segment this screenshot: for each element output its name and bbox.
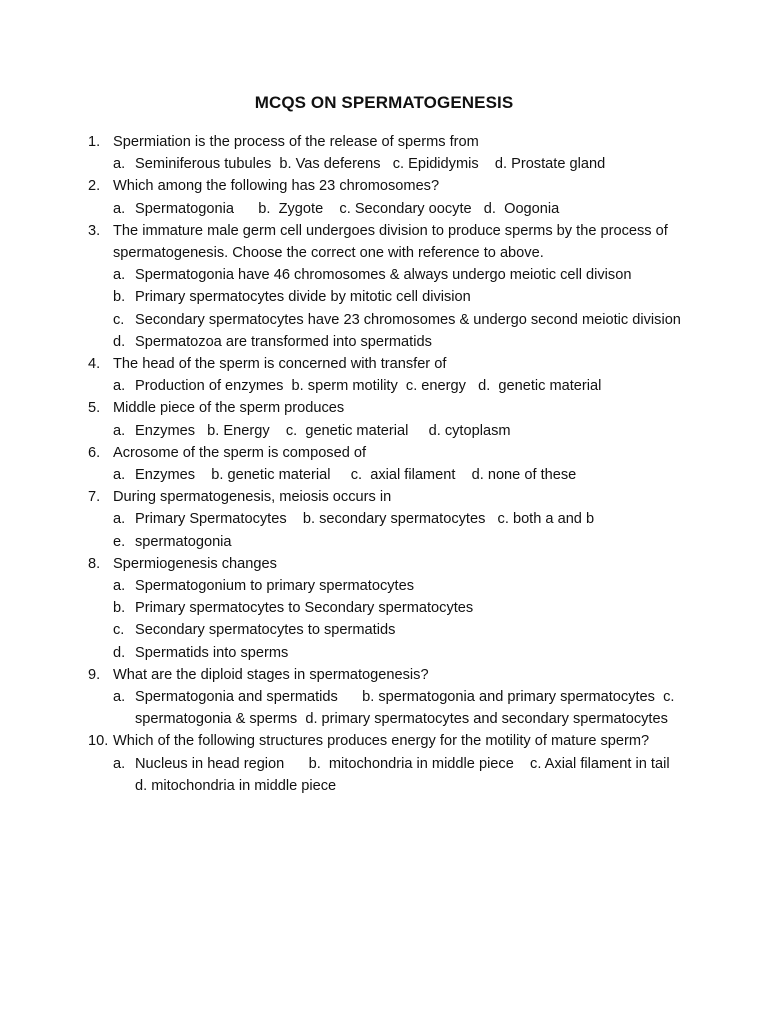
option xyxy=(88,198,688,220)
option-letter: b. xyxy=(113,600,126,617)
option xyxy=(88,375,688,397)
option xyxy=(88,686,688,730)
question-number: 8. xyxy=(88,555,101,572)
option-letter: d. xyxy=(113,333,126,350)
option xyxy=(88,508,688,530)
option-text: Secondary spermatocytes have 23 chromosomes & undergo second meiotic division xyxy=(135,311,681,328)
option-text: Primary spermatocytes to Secondary spermatocytes xyxy=(135,600,474,617)
question-number: 6. xyxy=(88,444,101,461)
option xyxy=(88,264,688,286)
question-text: The head of the sperm is concerned with transfer of xyxy=(113,356,447,373)
option-letter: b. xyxy=(113,289,126,306)
option-text: Production of enzymes b. sperm motility c. energy d. genetic material xyxy=(135,378,602,395)
option-letter: a. xyxy=(113,156,126,173)
option xyxy=(88,464,688,486)
question-number: 1. xyxy=(88,134,101,150)
question-text: Middle piece of the sperm produces xyxy=(113,400,345,417)
option-text: Primary spermatocytes divide by mitotic cell division xyxy=(135,289,471,306)
option-letter: d. xyxy=(113,644,126,661)
question-text: Spermiogenesis changes xyxy=(113,555,277,572)
question-text: Which among the following has 23 chromosomes? xyxy=(113,178,440,195)
question-text: Spermiation is the process of the release of sperms from xyxy=(113,134,479,150)
question-text: What are the diploid stages in spermatogenesis? xyxy=(113,666,429,683)
option-text: Nucleus in head region b. mitochondria in middle piece c. Axial filament in tail d. mitochondria in middle piece xyxy=(135,755,711,794)
question-number: 4. xyxy=(88,356,101,373)
option-letter: c. xyxy=(113,311,125,328)
option-letter: a. xyxy=(113,467,126,484)
question-text: During spermatogenesis, meiosis occurs in xyxy=(113,489,392,506)
question-2 xyxy=(88,175,688,197)
question-number: 3. xyxy=(88,222,101,239)
option xyxy=(88,153,688,175)
option-letter: a. xyxy=(113,689,126,706)
question-text: The immature male germ cell undergoes division to produce sperms by the process of spermatogenesis. Choose the correct one with reference to above. xyxy=(113,222,668,262)
question-3 xyxy=(88,220,688,264)
option-letter: a. xyxy=(113,578,126,595)
question-7 xyxy=(88,486,688,508)
option-letter: a. xyxy=(113,422,126,439)
option xyxy=(88,420,688,442)
question-text: Acrosome of the sperm is composed of xyxy=(113,444,367,461)
option xyxy=(88,597,688,619)
question-1 xyxy=(88,131,688,153)
option-text: Primary Spermatocytes b. secondary spermatocytes c. both a and b xyxy=(135,511,595,528)
option xyxy=(88,286,688,308)
option-letter: a. xyxy=(113,200,126,217)
option-letter: a. xyxy=(113,755,126,772)
option-text: Spermatogonia have 46 chromosomes & always undergo meiotic cell divison xyxy=(135,267,632,284)
option-text: spermatogonia xyxy=(135,533,232,550)
option-text: Spermatogonia b. Zygote c. Secondary oocyte d. Oogonia xyxy=(135,200,560,217)
option-text: Spermatogonium to primary spermatocytes xyxy=(135,578,415,595)
option-letter: a. xyxy=(113,267,126,284)
question-number: 9. xyxy=(88,666,101,683)
question-number: 2. xyxy=(88,178,101,195)
question-9 xyxy=(88,664,688,686)
option xyxy=(88,642,688,664)
option xyxy=(88,331,688,353)
question-list xyxy=(88,131,711,797)
option-letter: a. xyxy=(113,511,126,528)
option-text: Enzymes b. Energy c. genetic material d. cytoplasm xyxy=(135,422,511,439)
option xyxy=(88,619,688,641)
question-4 xyxy=(88,353,688,375)
option xyxy=(88,309,688,331)
page-title: MCQS ON SPERMATOGENESIS xyxy=(254,93,514,112)
option-letter: c. xyxy=(113,622,125,639)
option-text: Seminiferous tubules b. Vas deferens c. Epididymis d. Prostate gland xyxy=(135,156,606,173)
option xyxy=(88,753,711,797)
question-10 xyxy=(88,730,688,752)
question-number: 7. xyxy=(88,489,101,506)
option-letter: e. xyxy=(113,533,126,550)
question-number: 10. xyxy=(88,733,109,750)
question-6 xyxy=(88,442,688,464)
question-number: 5. xyxy=(88,400,101,417)
option-text: Spermatids into sperms xyxy=(135,644,289,661)
option-letter: a. xyxy=(113,378,126,395)
question-5 xyxy=(88,397,688,419)
question-8 xyxy=(88,553,688,575)
option-text: Enzymes b. genetic material c. axial filament d. none of these xyxy=(135,467,577,484)
option-text: Spermatogonia and spermatids b. spermatogonia and primary spermatocytes c. spermatogonia & sperms d. primary spermatocytes and secondary spermatocytes xyxy=(135,689,679,728)
option-text: Spermatozoa are transformed into spermatids xyxy=(135,333,432,350)
option xyxy=(88,531,688,553)
option xyxy=(88,575,688,597)
question-text: Which of the following structures produces energy for the motility of mature sperm? xyxy=(113,733,650,750)
option-text: Secondary spermatocytes to spermatids xyxy=(135,622,396,639)
